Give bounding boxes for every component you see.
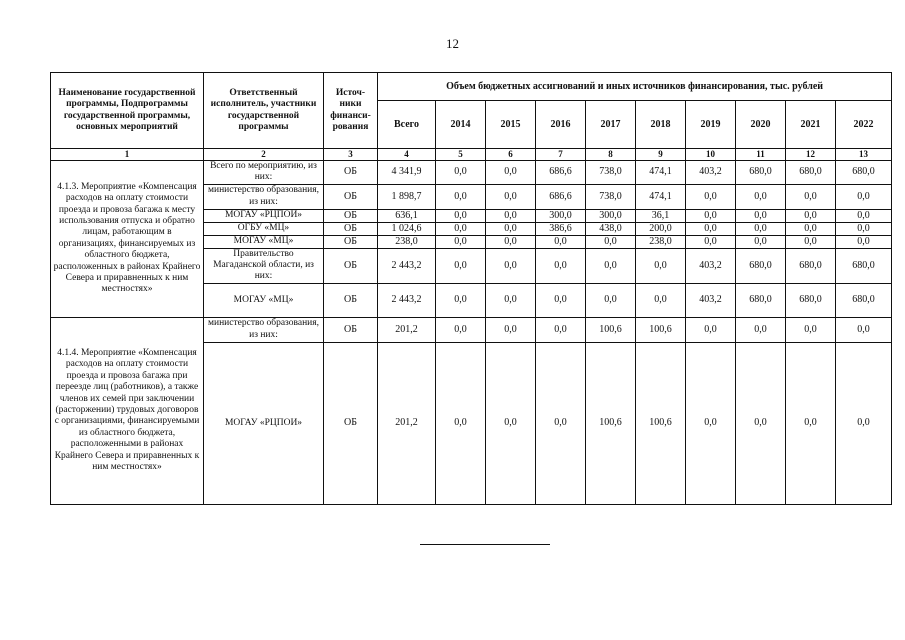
value-cell: 0,0 <box>736 342 786 504</box>
header-year: 2016 <box>536 101 586 149</box>
value-cell: 386,6 <box>536 222 586 235</box>
value-cell: 0,0 <box>536 235 586 248</box>
column-number: 11 <box>736 149 786 161</box>
value-cell: 0,0 <box>486 209 536 222</box>
value-cell: 0,0 <box>786 342 836 504</box>
column-number: 2 <box>204 149 324 161</box>
header-year: 2019 <box>686 101 736 149</box>
value-cell: 0,0 <box>436 342 486 504</box>
value-cell: 0,0 <box>836 317 892 342</box>
value-cell: 0,0 <box>436 184 486 209</box>
value-cell: 0,0 <box>586 248 636 283</box>
value-cell: 0,0 <box>536 342 586 504</box>
source-cell: ОБ <box>324 317 378 342</box>
value-cell: 300,0 <box>536 209 586 222</box>
value-cell: 680,0 <box>736 160 786 184</box>
column-number: 1 <box>51 149 204 161</box>
header-year: 2017 <box>586 101 636 149</box>
value-cell: 1 024,6 <box>378 222 436 235</box>
header-year: Всего <box>378 101 436 149</box>
column-number: 3 <box>324 149 378 161</box>
column-number: 8 <box>586 149 636 161</box>
value-cell: 0,0 <box>736 184 786 209</box>
value-cell: 0,0 <box>686 342 736 504</box>
value-cell: 201,2 <box>378 317 436 342</box>
value-cell: 238,0 <box>378 235 436 248</box>
value-cell: 0,0 <box>786 317 836 342</box>
source-cell: ОБ <box>324 342 378 504</box>
value-cell: 300,0 <box>586 209 636 222</box>
value-cell: 680,0 <box>736 248 786 283</box>
header-responsible: Ответственный исполнитель, участники государственной программы <box>204 73 324 149</box>
value-cell: 680,0 <box>786 160 836 184</box>
value-cell: 0,0 <box>836 222 892 235</box>
column-number: 7 <box>536 149 586 161</box>
value-cell: 0,0 <box>636 283 686 317</box>
header-year: 2014 <box>436 101 486 149</box>
value-cell: 36,1 <box>636 209 686 222</box>
value-cell: 0,0 <box>436 222 486 235</box>
value-cell: 2 443,2 <box>378 283 436 317</box>
value-cell: 0,0 <box>436 317 486 342</box>
value-cell: 0,0 <box>486 184 536 209</box>
value-cell: 680,0 <box>786 248 836 283</box>
header-year: 2015 <box>486 101 536 149</box>
value-cell: 200,0 <box>636 222 686 235</box>
responsible-cell: Всего по мероприятию, из них: <box>204 160 324 184</box>
value-cell: 0,0 <box>536 248 586 283</box>
activity-name: 4.1.3. Мероприятие «Компенсация расходов на оплату стоимости проезда и провоза багажа к месту использования отпуска и обратно лицам, работающим в организациях, финансируемых из областного бюджета, расположенных в районах Крайнего Севера и приравненных к ним местностях» <box>51 160 204 317</box>
responsible-cell: МОГАУ «МЦ» <box>204 235 324 248</box>
header-volume: Объем бюджетных ассигнований и иных источников финансирования, тыс. рублей <box>378 73 892 101</box>
header-year: 2018 <box>636 101 686 149</box>
responsible-cell: министерство образования, из них: <box>204 184 324 209</box>
column-number: 12 <box>786 149 836 161</box>
value-cell: 0,0 <box>486 248 536 283</box>
value-cell: 238,0 <box>636 235 686 248</box>
value-cell: 403,2 <box>686 248 736 283</box>
value-cell: 680,0 <box>836 160 892 184</box>
value-cell: 680,0 <box>836 248 892 283</box>
header-name: Наименование государственной программы, Подпрограммы государственной программы, основных мероприятий <box>51 73 204 149</box>
responsible-cell: МОГАУ «РЦПОИ» <box>204 342 324 504</box>
value-cell: 100,6 <box>586 342 636 504</box>
value-cell: 0,0 <box>736 222 786 235</box>
value-cell: 686,6 <box>536 184 586 209</box>
value-cell: 680,0 <box>786 283 836 317</box>
source-cell: ОБ <box>324 248 378 283</box>
value-cell: 0,0 <box>486 222 536 235</box>
value-cell: 0,0 <box>836 235 892 248</box>
value-cell: 0,0 <box>686 317 736 342</box>
value-cell: 0,0 <box>536 283 586 317</box>
value-cell: 0,0 <box>786 235 836 248</box>
value-cell: 0,0 <box>686 235 736 248</box>
value-cell: 680,0 <box>736 283 786 317</box>
table-row <box>51 317 892 342</box>
budget-table <box>50 72 892 505</box>
value-cell: 0,0 <box>436 283 486 317</box>
value-cell: 0,0 <box>436 235 486 248</box>
value-cell: 680,0 <box>836 283 892 317</box>
value-cell: 100,6 <box>636 317 686 342</box>
header-year: 2022 <box>836 101 892 149</box>
header-source: Источ-ники финанси-рования <box>324 73 378 149</box>
value-cell: 0,0 <box>736 235 786 248</box>
value-cell: 474,1 <box>636 160 686 184</box>
value-cell: 201,2 <box>378 342 436 504</box>
responsible-cell: Правительство Магаданской области, из них: <box>204 248 324 283</box>
value-cell: 403,2 <box>686 160 736 184</box>
responsible-cell: МОГАУ «МЦ» <box>204 283 324 317</box>
header-year: 2021 <box>786 101 836 149</box>
value-cell: 0,0 <box>786 209 836 222</box>
column-number: 13 <box>836 149 892 161</box>
value-cell: 0,0 <box>736 317 786 342</box>
value-cell: 0,0 <box>836 209 892 222</box>
value-cell: 0,0 <box>486 283 536 317</box>
value-cell: 0,0 <box>786 222 836 235</box>
column-number: 9 <box>636 149 686 161</box>
value-cell: 438,0 <box>586 222 636 235</box>
value-cell: 1 898,7 <box>378 184 436 209</box>
value-cell: 2 443,2 <box>378 248 436 283</box>
value-cell: 738,0 <box>586 184 636 209</box>
value-cell: 4 341,9 <box>378 160 436 184</box>
page-number: 12 <box>446 36 459 51</box>
column-number: 4 <box>378 149 436 161</box>
value-cell: 0,0 <box>486 235 536 248</box>
value-cell: 0,0 <box>786 184 836 209</box>
value-cell: 0,0 <box>436 160 486 184</box>
value-cell: 0,0 <box>586 283 636 317</box>
source-cell: ОБ <box>324 184 378 209</box>
value-cell: 0,0 <box>686 184 736 209</box>
value-cell: 738,0 <box>586 160 636 184</box>
value-cell: 474,1 <box>636 184 686 209</box>
column-number: 10 <box>686 149 736 161</box>
value-cell: 0,0 <box>586 235 636 248</box>
column-number: 5 <box>436 149 486 161</box>
responsible-cell: МОГАУ «РЦПОИ» <box>204 209 324 222</box>
responsible-cell: министерство образования, из них: <box>204 317 324 342</box>
source-cell: ОБ <box>324 283 378 317</box>
value-cell: 0,0 <box>636 248 686 283</box>
value-cell: 686,6 <box>536 160 586 184</box>
source-cell: ОБ <box>324 222 378 235</box>
source-cell: ОБ <box>324 160 378 184</box>
value-cell: 0,0 <box>736 209 786 222</box>
table-row <box>51 160 892 184</box>
value-cell: 100,6 <box>636 342 686 504</box>
source-cell: ОБ <box>324 235 378 248</box>
activity-name: 4.1.4. Мероприятие «Компенсация расходов на оплату стоимости проезда и провоза багажа при переезде лиц (работников), а также членов их семей при заключении (расторжении) трудовых договоров с организациями, финансируемыми из областного бюджета, расположенными в районах Крайнего Севера и приравненных к ним местностях» <box>51 317 204 504</box>
header-year: 2020 <box>736 101 786 149</box>
footer-separator <box>420 544 550 545</box>
value-cell: 0,0 <box>486 342 536 504</box>
value-cell: 0,0 <box>486 317 536 342</box>
source-cell: ОБ <box>324 209 378 222</box>
value-cell: 100,6 <box>586 317 636 342</box>
value-cell: 0,0 <box>836 184 892 209</box>
value-cell: 0,0 <box>536 317 586 342</box>
value-cell: 0,0 <box>436 248 486 283</box>
value-cell: 0,0 <box>686 209 736 222</box>
value-cell: 0,0 <box>436 209 486 222</box>
value-cell: 0,0 <box>686 222 736 235</box>
value-cell: 0,0 <box>486 160 536 184</box>
value-cell: 0,0 <box>836 342 892 504</box>
value-cell: 403,2 <box>686 283 736 317</box>
column-number: 6 <box>486 149 536 161</box>
value-cell: 636,1 <box>378 209 436 222</box>
responsible-cell: ОГБУ «МЦ» <box>204 222 324 235</box>
